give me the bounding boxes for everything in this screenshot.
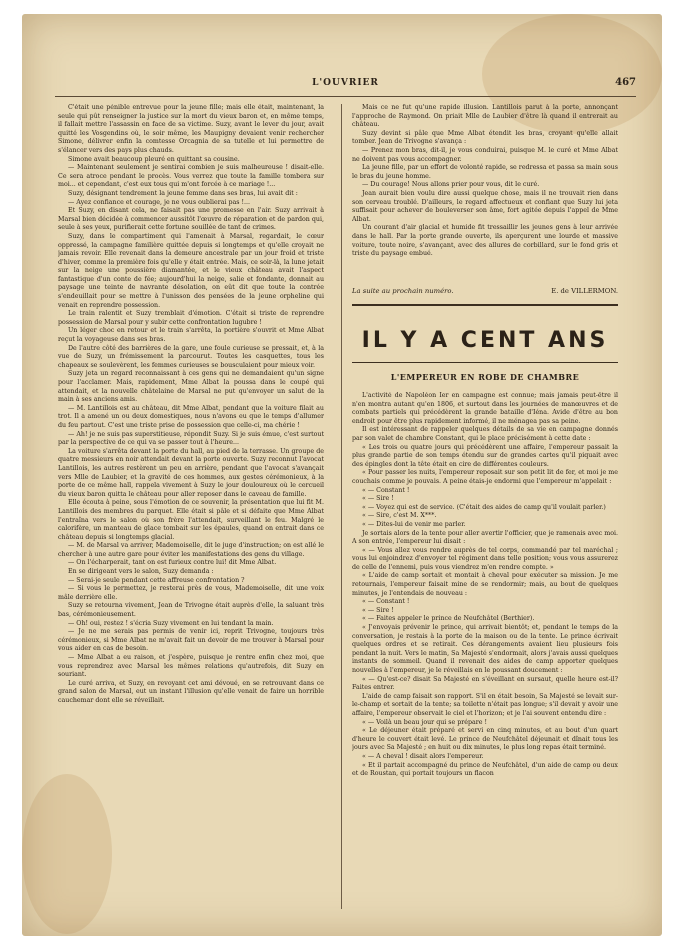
paragraph: Je sortais alors de la tente pour aller avertir l'officier, que je ramenais avec moi. A son entrée, l'empereur lui disait : xyxy=(352,529,618,546)
left-column xyxy=(58,104,324,909)
paragraph: « Pour passer les nuits, l'empereur reposait sur son petit lit de fer, et moi je me couchais comme je pouvais. A peine étais-je endormi que l'empereur m'appelait : xyxy=(352,469,618,485)
serial-signoff xyxy=(352,287,618,299)
paragraph: Suzy se retourna vivement, Jean de Trivogne était auprès d'elle, la saluant très bas, cérémonieusement. xyxy=(58,602,324,619)
paragraph: La voiture s'arrêta devant la porte du hall, au pied de la terrasse. Un groupe de quatre messieurs en noir attendait devant la porte ouverte. Suzy reconnut l'avocat Lantillois, les autres restèrent un peu en arrière, pendant que l'avocat s'avançait vers Mlle de Laubier, et la gravité de ces hommes, aux gestes cérémonieux, à la porte de ce même hall, rappela vivement à Suzy le jour douloureux où le cercueil du vieux baron quitta le château pour aller reposer dans le caveau de famille. xyxy=(58,447,324,498)
paragraph: « Les trois ou quatre jours qui précédèrent une affaire, l'empereur passait la plus grande partie de son temps étendu sur de grandes cartes qu'il piquait avec des épingles dont la tête était en cire de différentes couleurs. xyxy=(352,443,618,468)
paragraph: « L'aide de camp sortait et montait à cheval pour exécuter sa mission. Je me retournais, l'empereur faisait mine de se rendormir; mais, au bout de quelques minutes, je l'entendais de nouveau : xyxy=(352,572,618,597)
paragraph: « — Constant ! xyxy=(362,598,410,606)
paragraph: Il est intéressant de rappeler quelques détails de sa vie en campagne donnés par son valet de chambre Constant, qui le place précisément à cette date : xyxy=(352,426,618,442)
paragraph: — Si vous le permettez, je resterai près de vous, Mademoiselle, dit une voix mâle derrière elle. xyxy=(58,585,324,601)
paragraph: Le curé arriva, et Suzy, en revoyant cet ami dévoué, en se retrouvant dans ce grand salon de Marsal, eut un instant l'illusion qu'elle venait de faire un horrible cauchemar dont elle se réveillait. xyxy=(58,679,324,704)
paragraph: « — Sire, c'est M. X***. xyxy=(362,512,437,520)
article-subtitle: L'EMPEREUR EN ROBE DE CHAMBRE xyxy=(390,372,580,382)
paragraph: « — Dites-lui de venir me parler. xyxy=(362,520,466,528)
paragraph: — Ayez confiance et courage, je ne vous oublierai pas !... xyxy=(68,198,251,206)
page-number: 467 xyxy=(615,77,636,88)
right-column-article xyxy=(352,392,618,910)
paragraph: « — Sire ! xyxy=(362,495,394,503)
paragraph: La jeune fille, par un effort de volonté rapide, se redressa et passa sa main sous le bras du jeune homme. xyxy=(352,164,618,180)
paragraph: « — Voilà un beau jour qui se prépare ! xyxy=(362,718,488,726)
paragraph: — Je ne me serais pas permis de venir ici, reprit Trivogne, toujours très cérémonieux, si Mme Albat ne m'avait fait un devoir de me trouver à Marsal pour vous aider en cas de besoin. xyxy=(58,628,324,653)
paragraph: « — Sire ! xyxy=(362,606,394,614)
newspaper-title: L'OUVRIER xyxy=(312,78,379,88)
paragraph: Jean aurait bien voulu dire aussi quelque chose, mais il ne trouvait rien dans son cerveau troublé. D'ailleurs, le regard affectueux et confiant que Suzy lui jeta suffisait pour achever de bouleverser son âme, fort agitée depuis l'appel de Mme Albat. xyxy=(352,189,618,223)
paragraph: L'aide de camp faisait son rapport. S'il en était besoin, Sa Majesté se levait sur-le-champ et sortait de la tente; sa toilette n'était pas longue; s'il devait y avoir une affaire, l'empereur observait le ciel et l'horizon; et je l'ai souvent entendu dire : xyxy=(352,692,618,717)
paragraph: Un courant d'air glacial et humide fit tressaillir les jeunes gens à leur arrivée dans le hall. Par la porte grande ouverte, ils aperçurent une lourde et massive voiture, toute noire, s'avançant, avec des allures de corbillard, sur le fond gris et triste du paysage embué. xyxy=(352,224,618,258)
author-name: E. de VILLERMON. xyxy=(551,287,618,295)
paragraph: — Du courage! Nous allons prier pour vous, dit le curé. xyxy=(362,181,540,189)
paragraph: Un léger choc en retour et le train s'arrêta, la portière s'ouvrit et Mme Albat reçut la voyageuse dans ses bras. xyxy=(58,327,324,344)
paragraph: — Ah! je ne suis pas superstitieuse, répondit Suzy. Si je suis émue, c'est surtout par la perspective de ce qui va se passer tout à l'heure... xyxy=(58,430,324,447)
paragraph: Le train ralentit et Suzy tremblait d'émotion. C'était si triste de reprendre possession de Marsal pour y subir cette confrontation lugubre ! xyxy=(58,310,324,326)
section-title: IL Y A CENT ANS xyxy=(361,328,609,353)
paragraph: Simone avait beaucoup pleuré en quittant sa cousine. xyxy=(68,155,240,163)
paragraph: — On l'écharperait, tant on est furieux contre lui! dit Mme Albat. xyxy=(68,559,277,567)
continued-note: La suite au prochain numéro. xyxy=(352,287,454,295)
paragraph: « J'envoyais prévenir le prince, qui arrivait bientôt; et, pendant le temps de la conversation, je restais à la porte de la maison ou de la tente. Le prince écrivait quelques ordres et se retirait. Ces dérangements avaient lieu plusieurs fois pendant la nuit. Vers le matin, Sa Majesté s'endormait, alors j'avais aussi quelques instants de sommeil. Quand il revenait des aides de camp apporter quelques nouvelles à l'empereur, je le réveillais en le poussant doucement : xyxy=(352,624,618,674)
paragraph: — Maintenant seulement je sentirai combien je suis malheureuse ! disait-elle. Ce sera atroce pendant le procès. Vous verrez que toute la famille tombera sur moi... et cependant, c'est eux tous qui m'ont forcée à ce mariage !... xyxy=(58,164,324,189)
paragraph: Mais ce ne fut qu'une rapide illusion. Lantillois parut à la porte, annonçant l'approche de Raymond. On priait Mlle de Laubier d'être là quand il entrerait au château. xyxy=(352,104,618,129)
paragraph: Et Suzy, en disant cela, ne faisait pas une promesse en l'air. Suzy arrivait à Marsal bien décidée à commencer aussitôt l'œuvre de réparation et de pardon qui, seule à ses yeux, purifierait cette fortune souillée de tant de crimes. xyxy=(58,207,324,232)
paragraph: En se dirigeant vers le salon, Suzy demanda : xyxy=(68,568,214,576)
paragraph: « — Faites appeler le prince de Neufchâtel (Berthier). xyxy=(362,615,535,623)
paragraph: « — Qu'est-ce? disait Sa Majesté en s'éveillant en sursaut, quelle heure est-il? Faites entrer. xyxy=(352,675,618,692)
paragraph: Suzy, dans le compartiment qui l'amenait à Marsal, regardait, le cœur oppressé, la campagne familière quittée depuis si longtemps et qu'elle croyait ne jamais revoir. Elle revenait dans la demeure ancestrale par un jour froid et triste d'hiver, comme la première fois qu'elle y était entrée. Mais, ce soir-là, la lune jetait sur la neige une poussière diamantée, et le vieux château avait l'aspect fantastique d'un conte de fée; aujourd'hui la neige, salie et fondante, donnait au paysage une teinte de navrante désolation, on eût dit que toute la contrée s'endeuillait pour se mettre à l'unisson des pensées de la jeune orpheline qui venait en reprendre possession. xyxy=(58,232,324,309)
paragraph: Suzy jeta un regard reconnaissant à ces gens qui ne demandaient qu'un signe pour l'acclamer. Mais, rapidement, Mme Albat la poussa dans le coupé qui attendait, et la nouvelle châtelaine de Marsal ne put qu'envoyer un salut de la main à ses anciens amis. xyxy=(58,370,324,404)
paragraph: — M. Lantillois est au château, dit Mme Albat, pendant que la voiture filait au trot. Il a amené un ou deux domestiques, nous n'avons eu que le temps d'allumer du feu partout. C'est une triste prise de possession que celle-ci, ma chérie ! xyxy=(58,404,324,429)
paragraph: « — Vous allez vous rendre auprès de tel corps, commandé par tel maréchal ; vous lui enjoindrez d'envoyer tel régiment dans telle position; vous vous assurerez de celle de l'ennemi, puis vous viendrez m'en rendre compte. » xyxy=(352,546,618,571)
section-rule-bottom xyxy=(352,362,618,363)
paragraph: L'activité de Napoléon Ier en campagne est connue; mais jamais peut-être il n'en montra autant qu'en 1806, et surtout dans les journées de manœuvres et de combats partiels qui précédèrent la grande bataille d'Iéna. Avide d'être au bon endroit pour être plus rapidement informé, il ne ménagea pas sa peine. xyxy=(352,392,618,425)
page-header xyxy=(55,74,636,97)
paragraph: — Mme Albat a eu raison, et j'espère, puisque je rentre enfin chez moi, que vous reprendrez avec Marsal les mêmes relations qu'autrefois, dit Suzy en souriant. xyxy=(58,654,324,679)
paragraph: — Oh! oui, restez ! s'écria Suzy vivement en lui tendant la main. xyxy=(68,619,274,627)
paragraph: « Le déjeuner était préparé et servi en cinq minutes, et au bout d'un quart d'heure le couvert était levé. Le prince de Neufchâtel déjeunait et dînait tous les jours avec Sa Majesté ; en huit ou dix minutes, le plus long repas était terminé. xyxy=(352,727,618,752)
paragraph: C'était une pénible entrevue pour la jeune fille; mais elle était, maintenant, la seule qui pût renseigner la justice sur la mort du vieux baron et, en même temps, il fallait mettre l'assassin en face de sa victime. Suzy, avant le lever du jour, avait quitté les Vosgendins où, le soir même, les Maupigny devaient venir rechercher Simone, délivrer enfin la comtesse Orcagnia de sa tutelle et lui permettre de s'élancer vers des pays plus chauds. xyxy=(58,104,324,154)
right-column-serial xyxy=(352,104,618,282)
paragraph: « — Constant ! xyxy=(362,486,410,494)
paragraph: — Prenez mon bras, dit-il, je vous conduirai, puisque M. le curé et Mme Albat ne doivent pas vous accompagner. xyxy=(352,146,618,163)
paragraph: Suzy devint si pâle que Mme Albat étendit les bras, croyant qu'elle allait tomber. Jean de Trivogne s'avança : xyxy=(352,129,618,146)
paragraph: « — Voyez qui est de service. (C'était des aides de camp qu'il voulait parler.) xyxy=(362,503,606,511)
paragraph: — Serai-je seule pendant cette affreuse confrontation ? xyxy=(68,576,245,584)
paragraph: Suzy, désignant tendrement la jeune femme dans ses bras, lui avait dit : xyxy=(68,189,298,197)
paragraph: De l'autre côté des barrières de la gare, une foule curieuse se pressait, et, à la vue de Suzy, un frémissement la parcourut. Toutes les casquettes, tous les chapeaux se soulevèrent, les femmes curieuses se bousculaient pour mieux voir. xyxy=(58,344,324,369)
section-rule-top xyxy=(352,304,618,306)
paragraph: — M. de Marsal va arriver, Mademoiselle, dit le juge d'instruction; on est allé le chercher à une autre gare pour éviter les manifestations des gens du village. xyxy=(58,542,324,558)
column-divider xyxy=(341,104,342,909)
paragraph: Elle écouta à peine, sous l'émotion de ce souvenir, la présentation que lui fit M. Lantillois des membres du parquet. Elle était si pâle et si défaite que Mme Albat l'entraîna vers le salon où son frère l'attendait, surveillant le feu. Malgré le calorifère, un manteau de glace tombait sur les épaules, quand on entrait dans ce château depuis si longtemps glacial. xyxy=(58,499,324,541)
paragraph: « Et il partait accompagné du prince de Neufchâtel, d'un aide de camp ou deux et de Roustan, qui portait toujours un flacon xyxy=(352,761,618,778)
paragraph: « — A cheval ! disait alors l'empereur. xyxy=(362,752,484,760)
